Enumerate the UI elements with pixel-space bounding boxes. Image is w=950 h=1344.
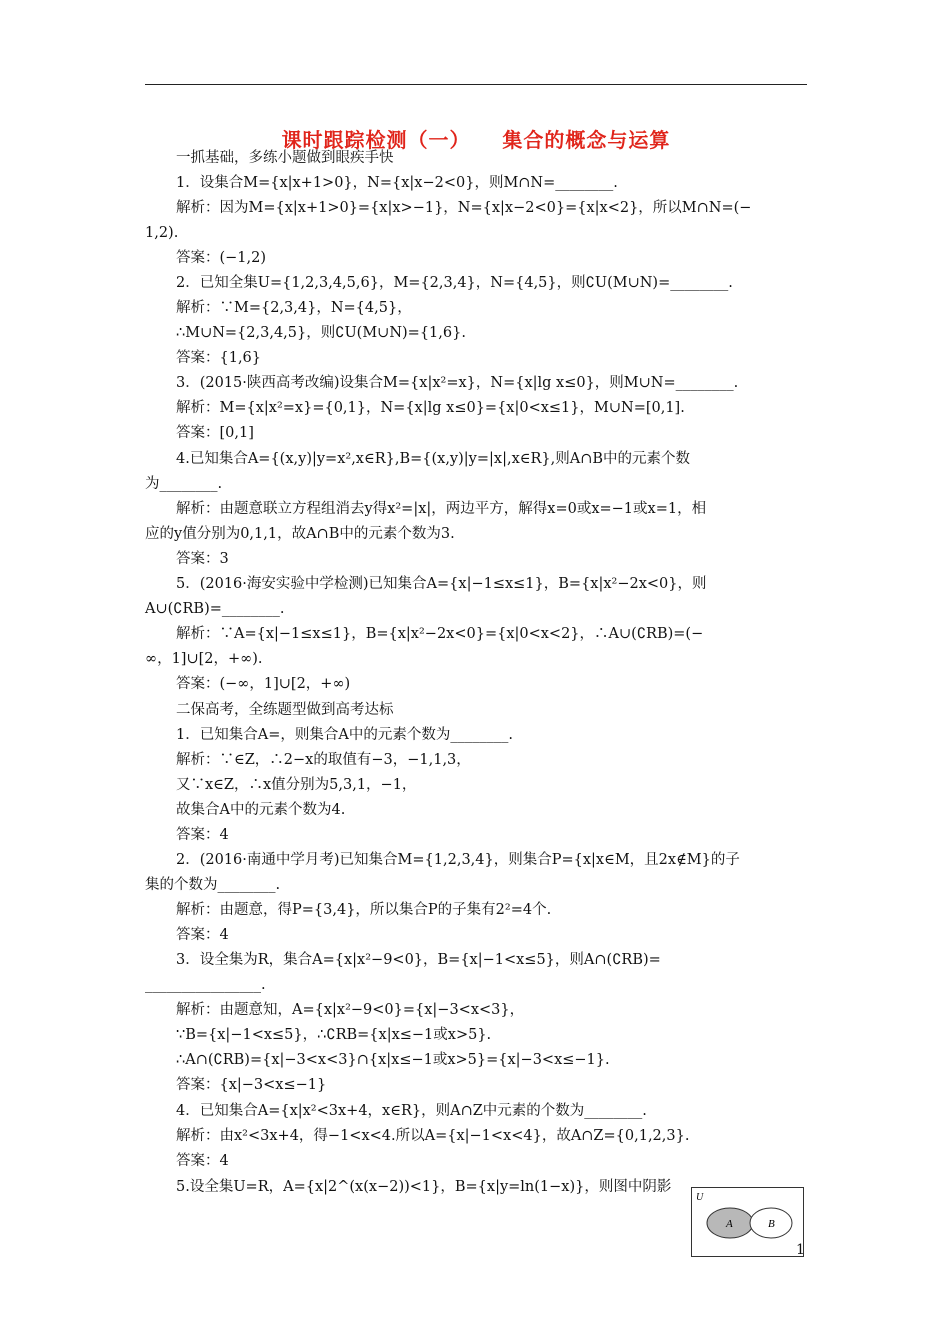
text-line: 故集合A中的元素个数为4. — [176, 802, 346, 818]
text-line: 解析：∵∈Z，∴2−x的取值有−3，−1,1,3， — [176, 752, 471, 768]
text-line: 1．设集合M={x|x+1>0}，N={x|x−2<0}，则M∩N=________. — [176, 175, 618, 191]
venn-label-a: A — [726, 1218, 733, 1230]
text-line: 5.设全集U=R，A={x|2^(x(x−2))<1}，B={x|y=ln(1−x)}，则图中阴影 — [176, 1179, 672, 1195]
text-line: 解析：由题意联立方程组消去y得x²=|x|，两边平方，解得x=0或x=−1或x=1，相 — [176, 501, 707, 517]
text-line: 集的个数为________. — [145, 877, 281, 893]
text-line: 解析：由题意，得P={3,4}，所以集合P的子集有2²=4个. — [176, 902, 552, 918]
text-line: 答案：[0,1] — [176, 425, 254, 441]
text-line: A∪(∁RB)=________. — [145, 601, 285, 617]
text-line: 答案：4 — [176, 1153, 229, 1169]
text-line: 答案：4 — [176, 927, 229, 943]
venn-diagram — [691, 1187, 804, 1257]
text-line: 解析：∵A={x|−1≤x≤1}，B={x|x²−2x<0}={x|0<x<2}，∴A∪(∁RB)=(− — [176, 626, 704, 642]
header-rule — [145, 84, 807, 85]
text-line: 解析：M={x|x²=x}={0,1}，N={x|lg x≤0}={x|0<x≤1}，M∪N=[0,1]. — [176, 400, 685, 416]
text-line: 一抓基础，多练小题做到眼疾手快 — [176, 150, 394, 166]
text-line: 答案：(−∞，1]∪[2，+∞) — [176, 676, 351, 692]
text-line: ∴A∩(∁RB)={x|−3<x<3}∩{x|x≤−1或x>5}={x|−3<x≤−1}. — [176, 1052, 610, 1068]
page-title: 课时跟踪检测（一） 集合的概念与运算 — [281, 128, 671, 152]
text-line: 答案：(−1,2) — [176, 250, 267, 266]
text-line: 解析：∵M={2,3,4}，N={4,5}， — [176, 300, 412, 316]
text-line: 解析：由x²<3x+4，得−1<x<4.所以A={x|−1<x<4}，故A∩Z={0,1,2,3}. — [176, 1128, 690, 1144]
text-line: ________________. — [145, 977, 266, 993]
text-line: 答案：{1,6} — [176, 350, 262, 366]
text-line: 2．(2016·南通中学月考)已知集合M={1,2,3,4}，则集合P={x|x∈M，且2x∉M}的子 — [176, 852, 740, 868]
text-line: 解析：由题意知，A={x|x²−9<0}={x|−3<x<3}， — [176, 1002, 525, 1018]
text-line: 4．已知集合A={x|x²<3x+4，x∈R}，则A∩Z中元素的个数为________. — [176, 1103, 647, 1119]
text-line: 为________. — [145, 476, 223, 492]
text-line: 又∵x∈Z，∴x值分别为5,3,1，−1， — [176, 777, 417, 793]
text-line: 4.已知集合A={(x,y)|y=x²,x∈R},B={(x,y)|y=|x|,x∈R},则A∩B中的元素个数 — [176, 451, 691, 467]
text-line: ∴M∪N={2,3,4,5}，则∁U(M∪N)={1,6}. — [176, 325, 466, 341]
text-line: 解析：因为M={x|x+1>0}={x|x>−1}，N={x|x−2<0}={x|x<2}，所以M∩N=(− — [176, 200, 752, 216]
text-line: 3．设全集为R，集合A={x|x²−9<0}，B={x|−1<x≤5}，则A∩(∁RB)= — [176, 952, 661, 968]
text-line: 答案：{x|−3<x≤−1} — [176, 1077, 327, 1093]
text-line: 1．已知集合A=，则集合A中的元素个数为________. — [176, 727, 513, 743]
text-line: 5．(2016·海安实验中学检测)已知集合A={x|−1≤x≤1}，B={x|x²−2x<0}，则 — [176, 576, 707, 592]
text-line: 1,2). — [145, 225, 179, 241]
text-line: 二保高考，全练题型做到高考达标 — [176, 702, 394, 718]
venn-label-u: U — [696, 1192, 704, 1203]
text-line: ∵B={x|−1<x≤5}，∴∁RB={x|x≤−1或x>5}. — [176, 1027, 492, 1043]
text-line: 答案：4 — [176, 827, 229, 843]
text-line: 答案：3 — [176, 551, 229, 567]
venn-label-b: B — [768, 1218, 775, 1230]
text-line: 2．已知全集U={1,2,3,4,5,6}，M={2,3,4}，N={4,5}，则∁U(M∪N)=________. — [176, 275, 733, 291]
text-line: ∞，1]∪[2，+∞). — [145, 651, 263, 667]
text-line: 3．(2015·陕西高考改编)设集合M={x|x²=x}，N={x|lg x≤0}，则M∪N=________. — [176, 375, 739, 391]
page-number: 1 — [796, 1242, 805, 1258]
text-line: 应的y值分别为0,1,1，故A∩B中的元素个数为3. — [145, 526, 455, 542]
